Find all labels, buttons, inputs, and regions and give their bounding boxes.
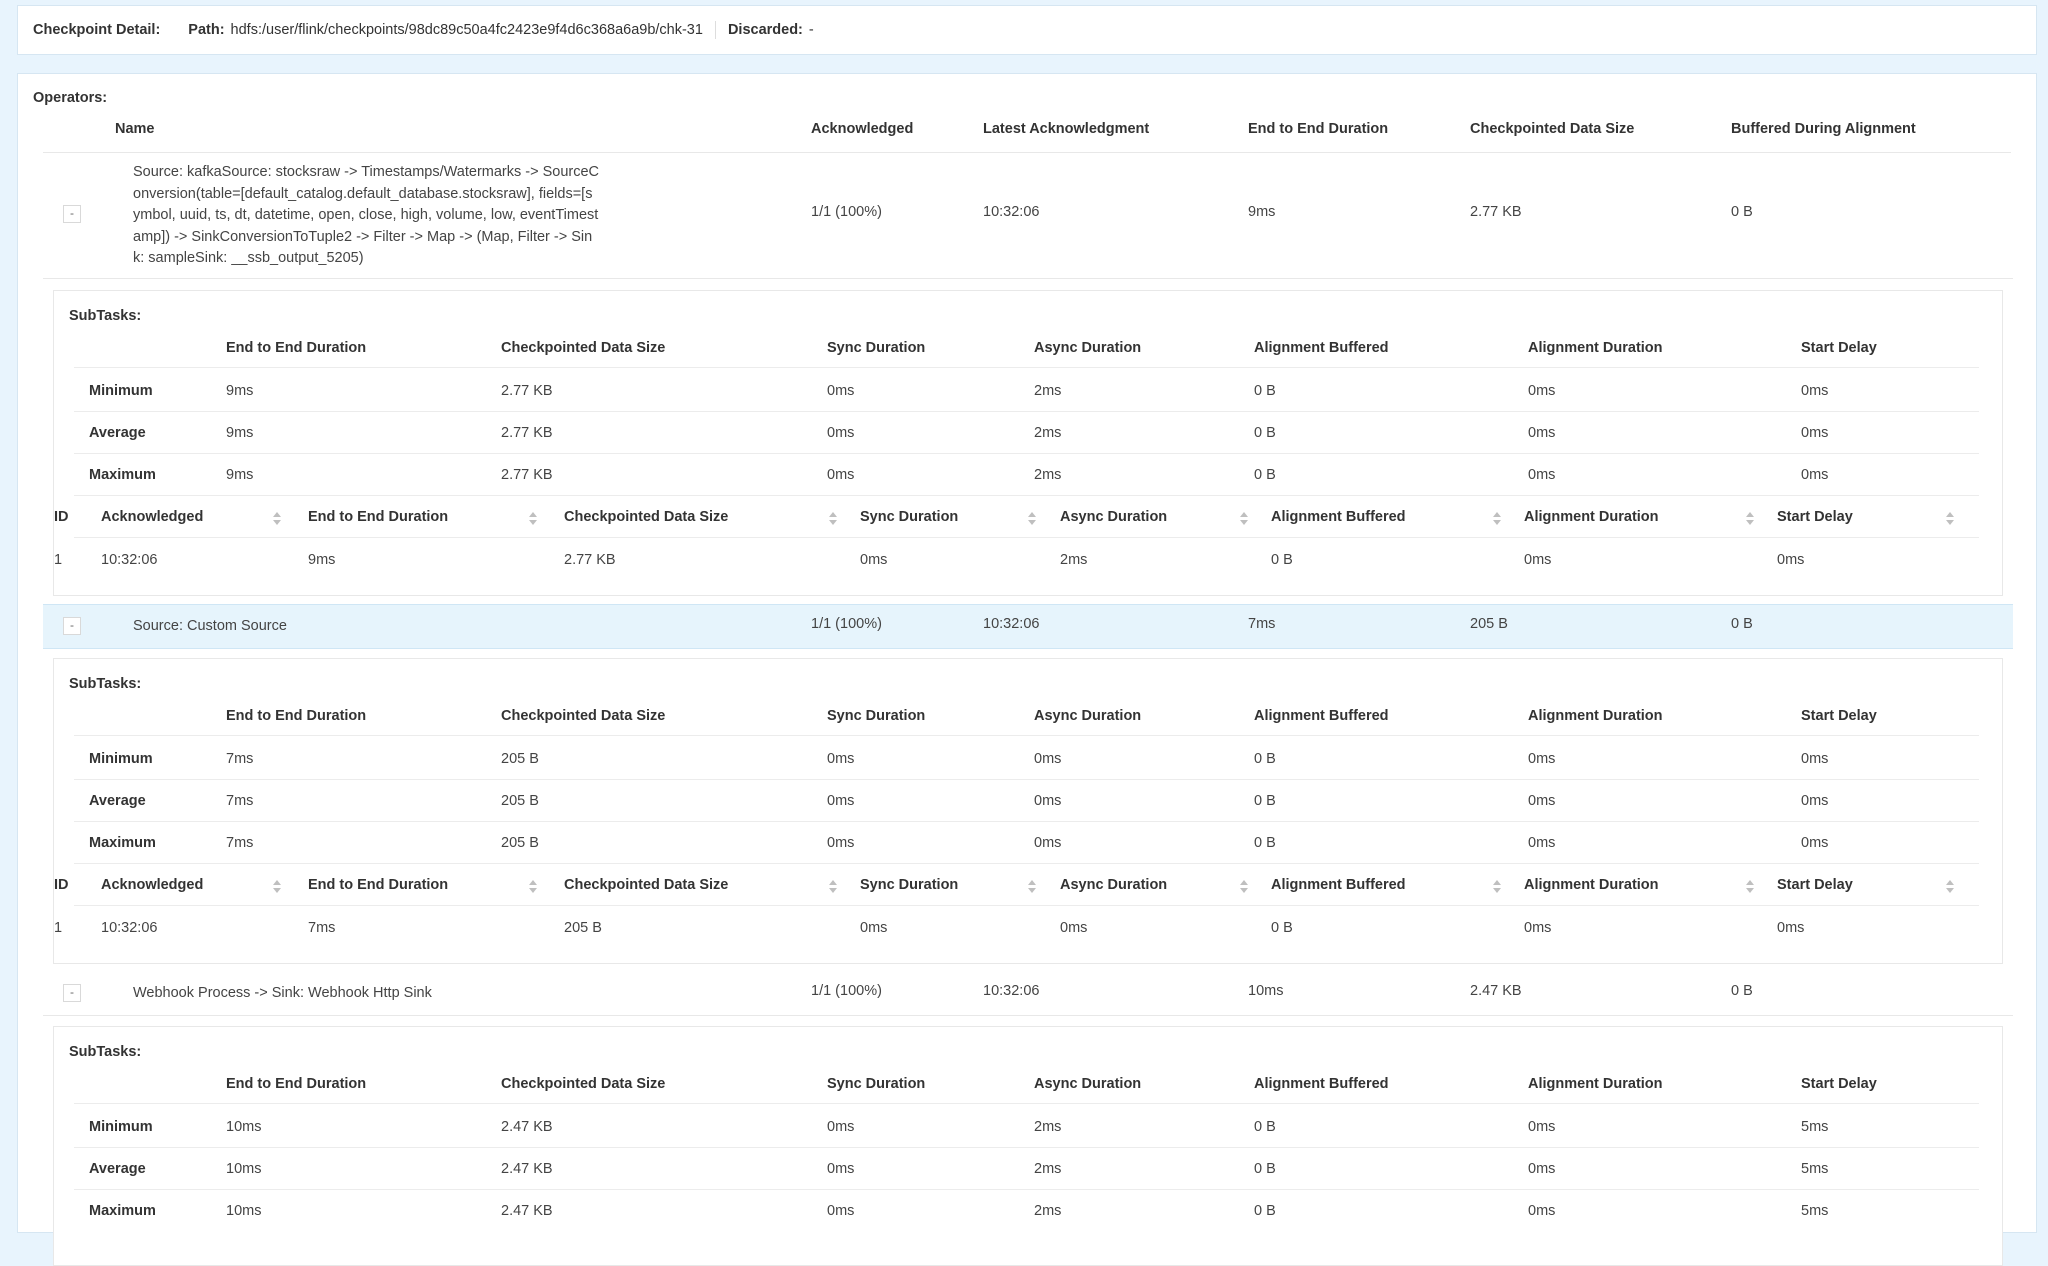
- checkpoint-detail-label: Checkpoint Detail:: [33, 22, 161, 38]
- subtasks-detail-header-id[interactable]: ID: [54, 877, 69, 893]
- summary-row-divider: [74, 1147, 1979, 1148]
- summary-e2e-value: 9ms: [226, 425, 254, 441]
- operator-name-line: Source: Custom Source: [133, 618, 287, 634]
- summary-start-delay-value: 0ms: [1801, 835, 1829, 851]
- subtasks-summary-header-start-delay: Start Delay: [1801, 1076, 1877, 1092]
- summary-row-divider: [74, 411, 1979, 412]
- sort-icon[interactable]: [273, 512, 282, 526]
- checkpoint-detail-header: [17, 5, 2037, 55]
- detail-start-delay-value: 0ms: [1777, 920, 1805, 936]
- summary-align-duration-value: 0ms: [1528, 1119, 1556, 1135]
- summary-sync-value: 0ms: [827, 1119, 855, 1135]
- summary-align-buffered-value: 0 B: [1254, 751, 1276, 767]
- left-scroll-gutter: [0, 0, 9, 1228]
- subtasks-detail-header-start-delay[interactable]: Start Delay: [1777, 509, 1853, 525]
- subtasks-summary-header-sync: Sync Duration: [827, 340, 926, 356]
- summary-row-label: Minimum: [89, 1119, 153, 1135]
- summary-align-duration-value: 0ms: [1528, 835, 1556, 851]
- subtasks-detail-header-start-delay[interactable]: Start Delay: [1777, 877, 1853, 893]
- subtasks-summary-header-size: Checkpointed Data Size: [501, 340, 666, 356]
- subtasks-summary-header-sync: Sync Duration: [827, 1076, 926, 1092]
- detail-align-buffered-value: 0 B: [1271, 920, 1293, 936]
- subtasks-summary-header-async: Async Duration: [1034, 340, 1142, 356]
- operator-name-line: amp]) -> SinkConversionToTuple2 -> Filter -> Map -> (Map, Filter -> Sin: [133, 228, 593, 245]
- sort-icon[interactable]: [1240, 512, 1249, 526]
- summary-async-value: 0ms: [1034, 793, 1062, 809]
- summary-align-buffered-value: 0 B: [1254, 467, 1276, 483]
- summary-row-label: Average: [89, 1161, 146, 1177]
- subtasks-summary-header-size: Checkpointed Data Size: [501, 1076, 666, 1092]
- subtasks-summary-header-async: Async Duration: [1034, 708, 1142, 724]
- subtasks-summary-header-align-duration: Alignment Duration: [1528, 708, 1663, 724]
- summary-e2e-value: 7ms: [226, 835, 254, 851]
- sort-icon[interactable]: [1746, 880, 1755, 894]
- operator-name-line: Source: kafkaSource: stocksraw -> Timestamps/Watermarks -> SourceC: [133, 164, 600, 180]
- subtasks-summary-header-sync: Sync Duration: [827, 708, 926, 724]
- summary-start-delay-value: 0ms: [1801, 383, 1829, 399]
- subtasks-detail-header-e2e[interactable]: End to End Duration: [308, 877, 449, 893]
- sort-icon[interactable]: [1028, 880, 1037, 894]
- summary-size-value: 2.77 KB: [501, 383, 553, 399]
- subtasks-detail-divider: [74, 905, 1979, 906]
- detail-align-duration-value: 0ms: [1524, 920, 1552, 936]
- operator-size: 205 B: [1470, 616, 1508, 632]
- subtasks-summary-header-align-buffered: Alignment Buffered: [1254, 1076, 1389, 1092]
- summary-size-value: 2.77 KB: [501, 467, 553, 483]
- sort-icon[interactable]: [529, 880, 538, 894]
- subtasks-detail-header-align-buffered[interactable]: Alignment Buffered: [1271, 509, 1406, 525]
- operator-row[interactable]: [43, 152, 2013, 279]
- subtasks-detail-header-align-duration[interactable]: Alignment Duration: [1524, 509, 1659, 525]
- summary-size-value: 205 B: [501, 835, 539, 851]
- detail-acknowledged-value: 10:32:06: [101, 552, 158, 568]
- summary-e2e-value: 9ms: [226, 383, 254, 399]
- summary-row-label: Average: [89, 793, 146, 809]
- summary-row-label: Maximum: [89, 467, 156, 483]
- operator-acknowledged: 1/1 (100%): [811, 616, 882, 632]
- operators-card: [17, 73, 2037, 1233]
- summary-sync-value: 0ms: [827, 1161, 855, 1177]
- summary-row-label: Minimum: [89, 751, 153, 767]
- subtasks-summary-header-align-buffered: Alignment Buffered: [1254, 708, 1389, 724]
- summary-row-divider: [74, 453, 1979, 454]
- detail-size-value: 205 B: [564, 920, 602, 936]
- summary-async-value: 2ms: [1034, 467, 1062, 483]
- path-value: hdfs:/user/flink/checkpoints/98dc89c50a4fc2423e9f4d6c368a6a9b/chk-31: [230, 22, 703, 38]
- summary-e2e-value: 7ms: [226, 751, 254, 767]
- detail-sync-value: 0ms: [860, 552, 888, 568]
- sort-icon[interactable]: [1946, 512, 1955, 526]
- operator-name: [133, 162, 599, 270]
- summary-align-buffered-value: 0 B: [1254, 425, 1276, 441]
- sort-icon[interactable]: [1493, 880, 1502, 894]
- sort-icon[interactable]: [1493, 512, 1502, 526]
- sort-icon[interactable]: [529, 512, 538, 526]
- summary-async-value: 2ms: [1034, 1161, 1062, 1177]
- operator-row[interactable]: [43, 604, 2013, 649]
- subtasks-summary-header-align-duration: Alignment Duration: [1528, 340, 1663, 356]
- summary-align-duration-value: 0ms: [1528, 793, 1556, 809]
- sort-icon[interactable]: [1946, 880, 1955, 894]
- path-label: Path:: [188, 22, 225, 38]
- summary-sync-value: 0ms: [827, 751, 855, 767]
- summary-e2e-value: 10ms: [226, 1119, 262, 1135]
- collapse-toggle-button[interactable]: -: [63, 984, 81, 1002]
- operators-header-col-name[interactable]: Name: [115, 121, 155, 137]
- summary-row-label: Maximum: [89, 1203, 156, 1219]
- subtasks-summary-header-async: Async Duration: [1034, 1076, 1142, 1092]
- summary-async-value: 2ms: [1034, 1203, 1062, 1219]
- subtasks-summary-header-align-buffered: Alignment Buffered: [1254, 340, 1389, 356]
- subtasks-detail-divider: [74, 537, 1979, 538]
- summary-row-divider: [74, 779, 1979, 780]
- subtasks-summary-header-e2e: End to End Duration: [226, 708, 367, 724]
- subtasks-detail-header-align-buffered[interactable]: Alignment Buffered: [1271, 877, 1406, 893]
- subtasks-detail-header-size[interactable]: Checkpointed Data Size: [564, 509, 729, 525]
- summary-align-duration-value: 0ms: [1528, 383, 1556, 399]
- summary-async-value: 0ms: [1034, 835, 1062, 851]
- detail-id-value: 1: [54, 552, 63, 568]
- summary-e2e-value: 9ms: [226, 467, 254, 483]
- summary-sync-value: 0ms: [827, 425, 855, 441]
- operator-size: 2.47 KB: [1470, 983, 1522, 999]
- detail-async-value: 2ms: [1060, 552, 1088, 568]
- detail-size-value: 2.77 KB: [564, 552, 616, 568]
- summary-start-delay-value: 0ms: [1801, 751, 1829, 767]
- summary-start-delay-value: 5ms: [1801, 1119, 1829, 1135]
- subtasks-card: [53, 290, 2003, 596]
- sort-icon[interactable]: [1240, 880, 1249, 894]
- summary-e2e-value: 10ms: [226, 1161, 262, 1177]
- summary-row-divider: [74, 495, 1979, 496]
- summary-row-divider: [74, 863, 1979, 864]
- sort-icon[interactable]: [273, 880, 282, 894]
- summary-size-value: 205 B: [501, 793, 539, 809]
- detail-async-value: 0ms: [1060, 920, 1088, 936]
- summary-row-label: Maximum: [89, 835, 156, 851]
- operator-latest-ack: 10:32:06: [983, 983, 1040, 999]
- discarded-label: Discarded:: [727, 22, 803, 38]
- summary-sync-value: 0ms: [827, 1203, 855, 1219]
- summary-start-delay-value: 0ms: [1801, 793, 1829, 809]
- summary-align-buffered-value: 0 B: [1254, 835, 1276, 851]
- operator-buffered: 0 B: [1731, 616, 1753, 632]
- detail-sync-value: 0ms: [860, 920, 888, 936]
- detail-id-value: 1: [54, 920, 63, 936]
- operator-e2e: 7ms: [1248, 616, 1276, 632]
- summary-align-buffered-value: 0 B: [1254, 1203, 1276, 1219]
- summary-row-label: Average: [89, 425, 146, 441]
- subtasks-detail-header-id[interactable]: ID: [54, 509, 69, 525]
- subtasks-title: SubTasks:: [69, 676, 142, 692]
- summary-async-value: 2ms: [1034, 1119, 1062, 1135]
- summary-e2e-value: 7ms: [226, 793, 254, 809]
- summary-size-value: 2.47 KB: [501, 1161, 553, 1177]
- subtasks-summary-header-size: Checkpointed Data Size: [501, 708, 666, 724]
- summary-sync-value: 0ms: [827, 383, 855, 399]
- discarded-value: -: [808, 22, 814, 38]
- operator-name-line: onversion(table=[default_catalog.default_database.stocksraw], fields=[s: [133, 185, 593, 202]
- subtasks-title: SubTasks:: [69, 1044, 142, 1060]
- summary-size-value: 2.47 KB: [501, 1119, 553, 1135]
- operator-buffered: 0 B: [1731, 204, 1753, 220]
- operator-buffered: 0 B: [1731, 983, 1753, 999]
- header-divider: [715, 21, 716, 39]
- summary-sync-value: 0ms: [827, 467, 855, 483]
- summary-align-duration-value: 0ms: [1528, 751, 1556, 767]
- sort-icon[interactable]: [1028, 512, 1037, 526]
- subtasks-summary-divider: [74, 735, 1979, 736]
- operator-acknowledged: 1/1 (100%): [811, 204, 882, 220]
- summary-async-value: 0ms: [1034, 751, 1062, 767]
- operators-header-col-acknowledged[interactable]: Acknowledged: [811, 121, 914, 137]
- operators-header-col-latest-ack[interactable]: Latest Acknowledgment: [983, 121, 1150, 137]
- operators-header-col-e2e[interactable]: End to End Duration: [1248, 121, 1389, 137]
- operator-name-line: Webhook Process -> Sink: Webhook Http Sink: [133, 985, 432, 1001]
- summary-align-duration-value: 0ms: [1528, 1203, 1556, 1219]
- summary-start-delay-value: 5ms: [1801, 1161, 1829, 1177]
- detail-align-duration-value: 0ms: [1524, 552, 1552, 568]
- detail-start-delay-value: 0ms: [1777, 552, 1805, 568]
- subtasks-detail-header-e2e[interactable]: End to End Duration: [308, 509, 449, 525]
- summary-align-duration-value: 0ms: [1528, 425, 1556, 441]
- subtasks-detail-header-async[interactable]: Async Duration: [1060, 509, 1168, 525]
- operator-latest-ack: 10:32:06: [983, 616, 1040, 632]
- operators-title: Operators:: [33, 90, 108, 106]
- subtasks-summary-divider: [74, 367, 1979, 368]
- detail-e2e-value: 9ms: [308, 552, 336, 568]
- summary-async-value: 2ms: [1034, 425, 1062, 441]
- detail-acknowledged-value: 10:32:06: [101, 920, 158, 936]
- sort-icon[interactable]: [1746, 512, 1755, 526]
- operator-acknowledged: 1/1 (100%): [811, 983, 882, 999]
- summary-async-value: 2ms: [1034, 383, 1062, 399]
- summary-size-value: 205 B: [501, 751, 539, 767]
- subtasks-detail-header-sync[interactable]: Sync Duration: [860, 877, 959, 893]
- operator-name-line: ymbol, uuid, ts, dt, datetime, open, close, high, volume, low, eventTimest: [133, 207, 599, 223]
- summary-align-buffered-value: 0 B: [1254, 383, 1276, 399]
- operator-name-line: k: sampleSink: __ssb_output_5205): [133, 250, 364, 266]
- subtasks-detail-header-async[interactable]: Async Duration: [1060, 877, 1168, 893]
- subtasks-summary-header-start-delay: Start Delay: [1801, 340, 1877, 356]
- subtasks-title: SubTasks:: [69, 308, 142, 324]
- summary-align-duration-value: 0ms: [1528, 467, 1556, 483]
- summary-row-divider: [74, 1189, 1979, 1190]
- summary-e2e-value: 10ms: [226, 1203, 262, 1219]
- summary-start-delay-value: 0ms: [1801, 425, 1829, 441]
- subtasks-summary-divider: [74, 1103, 1979, 1104]
- operator-size: 2.77 KB: [1470, 204, 1522, 220]
- subtasks-summary-header-e2e: End to End Duration: [226, 1076, 367, 1092]
- operators-header-col-buffered[interactable]: Buffered During Alignment: [1731, 121, 1916, 137]
- operator-latest-ack: 10:32:06: [983, 204, 1040, 220]
- summary-row-label: Minimum: [89, 383, 153, 399]
- detail-e2e-value: 7ms: [308, 920, 336, 936]
- collapse-toggle-button[interactable]: -: [63, 205, 81, 223]
- subtasks-detail-header-acknowledged[interactable]: Acknowledged: [101, 509, 204, 525]
- subtasks-summary-header-start-delay: Start Delay: [1801, 708, 1877, 724]
- operators-header-col-size[interactable]: Checkpointed Data Size: [1470, 121, 1635, 137]
- subtasks-card: [53, 1026, 2003, 1266]
- operator-name: [133, 616, 287, 638]
- summary-align-buffered-value: 0 B: [1254, 793, 1276, 809]
- operator-e2e: 9ms: [1248, 204, 1276, 220]
- detail-align-buffered-value: 0 B: [1271, 552, 1293, 568]
- operator-e2e: 10ms: [1248, 983, 1284, 999]
- sort-icon[interactable]: [829, 512, 838, 526]
- summary-start-delay-value: 0ms: [1801, 467, 1829, 483]
- subtasks-summary-header-align-duration: Alignment Duration: [1528, 1076, 1663, 1092]
- summary-row-divider: [74, 821, 1979, 822]
- subtasks-card: [53, 658, 2003, 964]
- operator-row[interactable]: [43, 972, 2013, 1016]
- summary-size-value: 2.77 KB: [501, 425, 553, 441]
- summary-size-value: 2.47 KB: [501, 1203, 553, 1219]
- summary-start-delay-value: 5ms: [1801, 1203, 1829, 1219]
- collapse-toggle-button[interactable]: -: [63, 617, 81, 635]
- summary-sync-value: 0ms: [827, 835, 855, 851]
- subtasks-detail-header-size[interactable]: Checkpointed Data Size: [564, 877, 729, 893]
- summary-align-buffered-value: 0 B: [1254, 1119, 1276, 1135]
- subtasks-detail-header-align-duration[interactable]: Alignment Duration: [1524, 877, 1659, 893]
- sort-icon[interactable]: [829, 880, 838, 894]
- summary-sync-value: 0ms: [827, 793, 855, 809]
- summary-align-buffered-value: 0 B: [1254, 1161, 1276, 1177]
- subtasks-summary-header-e2e: End to End Duration: [226, 340, 367, 356]
- subtasks-detail-header-acknowledged[interactable]: Acknowledged: [101, 877, 204, 893]
- subtasks-detail-header-sync[interactable]: Sync Duration: [860, 509, 959, 525]
- operator-name: [133, 983, 432, 1005]
- summary-align-duration-value: 0ms: [1528, 1161, 1556, 1177]
